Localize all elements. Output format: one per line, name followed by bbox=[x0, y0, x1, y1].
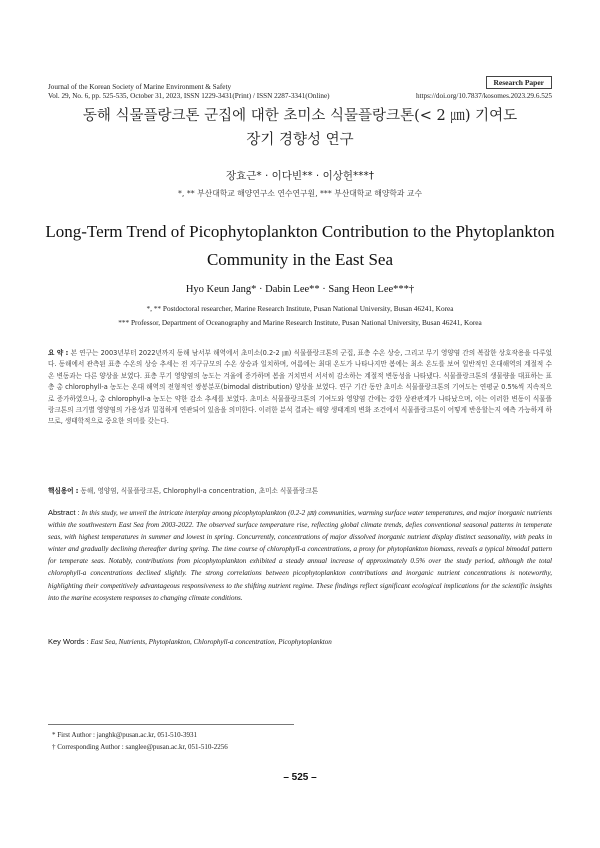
korean-keywords-label: 핵심용어 : bbox=[48, 487, 79, 495]
english-affiliation-2: *** Professor, Department of Oceanography and Marine Research Institute, Pusan National University, Busan 46241, Korea bbox=[118, 318, 482, 327]
korean-authors: 장효근* · 이다빈** · 이상헌***† bbox=[225, 170, 375, 182]
english-abstract-label: Abstract : bbox=[48, 508, 80, 517]
corresponding-author-footnote: † Corresponding Author : sanglee@pusan.ac.kr, 051-510-2256 bbox=[52, 743, 228, 751]
korean-keywords bbox=[48, 485, 552, 495]
english-abstract bbox=[48, 507, 552, 604]
volume-info: Vol. 29, No. 6, pp. 525-535, October 31, 2023, ISSN 1229-3431(Print) / ISSN 2287-3341(Online) bbox=[48, 92, 330, 100]
english-keywords-text: East Sea, Nutrients, Phytoplankton, Chlorophyll-a concentration, Picophytoplankton bbox=[90, 638, 332, 646]
journal-name: Journal of the Korean Society of Marine Environment & Safety bbox=[48, 83, 232, 91]
research-paper-badge: Research Paper bbox=[486, 76, 552, 89]
first-author-footnote: * First Author : janghk@pusan.ac.kr, 051-510-3931 bbox=[52, 731, 197, 739]
english-title-line-2: Community in the East Sea bbox=[206, 250, 394, 269]
english-authors: Hyo Keun Jang* · Dabin Lee** · Sang Heon Lee***† bbox=[185, 284, 415, 295]
footnote-divider bbox=[48, 724, 294, 725]
page-number: – 525 – bbox=[283, 772, 317, 783]
english-affiliation-1: *, ** Postdoctoral researcher, Marine Research Institute, Pusan National University, Busan 46241, Korea bbox=[146, 304, 454, 313]
journal-header bbox=[48, 76, 552, 100]
english-title-line-1: Long-Term Trend of Picophytoplankton Contribution to the Phytoplankton bbox=[45, 222, 555, 241]
korean-keywords-text: 동해, 영양염, 식물플랑크톤, Chlorophyll-a concentration, 초미소 식물플랑크톤 bbox=[80, 487, 319, 495]
doi-link[interactable]: https://doi.org/10.7837/kosomes.2023.29.6.525 bbox=[415, 92, 552, 100]
english-abstract-text: In this study, we unveil the intricate interplay among picophytoplankton (0.2-2 ㎛) communities, warming surface water temperatures, and major inorganic nutrients within the southwestern East Sea from 2003-2022. The observed surface temperature rise, reflecting global climate trends, defies conventional seasonal patterns in temperate seas, with highest temperatures in summer and lowest in spring. Concurrently, concentrations of major dissolved inorganic nutrient display distinct seasonality, with peaks in winter and gradually declining thereafter during spring. The time course of chlorophyll-a concentrations, a proxy for phytoplankton biomass, reveals a typical bimodal pattern for temperate seas. Notably, contributions from picophytoplankton exhibited a steady annual increase of approximately 0.5% over the study period, although the total chlorophyll-a concentrations declined slightly. The strong correlations between picophytoplankton contributions and inorganic nutrient concentrations is noteworthy, highlighting their competitively advantageous responsiveness to the shifting nutrient regime. These findings reflect significant ecological implications for the scientific insights into the marine ecosystem responses to changing climate conditions. bbox=[48, 509, 553, 602]
korean-title-line-1: 동해 식물플랑크톤 군집에 대한 초미소 식물플랑크톤(< 2 ㎛) 기여도 bbox=[82, 108, 518, 124]
korean-affiliation: *, ** 부산대학교 해양연구소 연수연구원, *** 부산대학교 해양학과 교수 bbox=[178, 189, 422, 198]
korean-title-line-2: 장기 경향성 연구 bbox=[246, 132, 354, 148]
korean-abstract-label: 요 약 : bbox=[48, 349, 69, 357]
english-title bbox=[40, 218, 560, 274]
korean-abstract bbox=[48, 348, 552, 428]
korean-abstract-text: 본 연구는 2003년부터 2022년까지 동해 남서부 해역에서 초미소(0.2-2 ㎛) 식물플랑크톤의 군집, 표층 수온 상승, 그리고 무기 영양염 간의 복잡한 상호작용을 다루었다. 동해에서 관측된 표층 수온의 상승 추세는 전 지구규모의 수온 상승과 일치하며, 여름에는 최대 온도가 나타나지만 봄에는 최소 온도를 보여 일반적인 온대해역의 계절적 수온 변동과는 다른 양상을 보였다. 표층 무기 영양염의 농도는 겨울에 증가하며 봄을 거치면서 서서히 감소하는 계절적 변동성을 나타냈다. 식물플랑크톤의 생물량을 대표하는 표층 총 chlorophyll-a 농도는 온대 해역의 전형적인 쌍봉분포(bimodal distribution) 양상을 보였다. 연구 기간 동안 초미소 식물플랑크톤의 기여도는 연평균 0.5%씩 지속적으로 증가하였으나, 총 chlorophyll-a 농도는 약한 감소 추세를 보였다. 초미소 식물플랑크톤의 기여도와 영양염 간에는 강한 상관관계가 나타났으며, 이는 이러한 변동이 식물플랑크톤의 크기별 영양염의 가용성과 밀접하게 연관되어 있음을 의미한다. 이러한 분석 결과는 해양 생태계의 변화 조건에서 식물플랑크톤이 어떻게 반응할는지 예측 가능하게 하므로, 생태학적으로 중요한 의미를 갖는다. bbox=[48, 349, 552, 426]
english-keywords bbox=[48, 637, 552, 646]
korean-title bbox=[40, 104, 560, 152]
english-keywords-label: Key Words : bbox=[48, 637, 89, 646]
